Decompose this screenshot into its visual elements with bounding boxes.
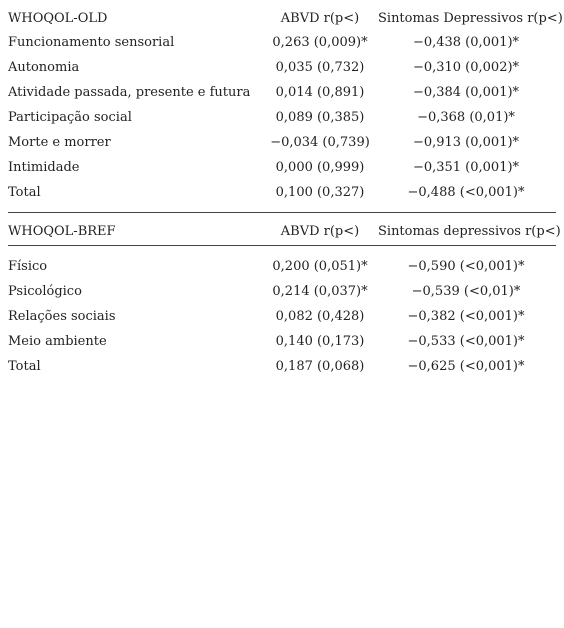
row-sintomas: −0,590 (<0,001)* [407,259,525,274]
row-abvd: 0,214 (0,037)* [272,284,368,299]
old-header-sintomas: Sintomas Depressivos r(p<) [378,10,563,26]
header-divider [8,245,556,246]
row-label: Autonomia [8,60,80,75]
table-row [8,30,556,55]
row-sintomas: −0,913 (0,001)* [412,135,520,150]
row-abvd: 0,200 (0,051)* [272,259,368,274]
row-sintomas: −0,368 (0,01)* [417,110,515,125]
row-abvd: 0,014 (0,891) [275,85,365,100]
correlation-table [8,6,563,379]
row-abvd: 0,082 (0,428) [275,309,365,324]
row-abvd: 0,187 (0,068) [275,359,365,374]
row-sintomas: −0,539 (<0,01)* [411,284,521,299]
row-label: Morte e morrer [8,135,111,150]
row-label: Funcionamento sensorial [8,35,175,50]
row-sintomas: −0,384 (0,001)* [412,85,520,100]
row-label: Meio ambiente [8,334,107,349]
table-row [8,130,556,155]
table-row-total [8,354,556,379]
bref-header-row [8,217,561,245]
bref-header-abvd: ABVD r(p<) [280,223,360,239]
table-row [8,80,556,105]
row-label: Psicológico [8,284,82,299]
table-row [8,155,556,180]
table-row [8,329,556,354]
row-label: Físico [8,259,48,274]
table-row-total [8,180,556,205]
bref-header-sintomas: Sintomas depressivos r(p<) [378,223,561,239]
row-label: Total [8,185,41,200]
row-sintomas: −0,310 (0,002)* [412,60,520,75]
row-label: Intimidade [8,160,80,175]
old-header-row [8,6,563,30]
row-sintomas: −0,625 (<0,001)* [407,359,525,374]
old-header-label: WHOQOL-OLD [8,10,108,26]
row-abvd: 0,089 (0,385) [275,110,365,125]
row-abvd: 0,035 (0,732) [275,60,365,75]
row-sintomas: −0,533 (<0,001)* [407,334,525,349]
table-row [8,304,556,329]
row-abvd: 0,000 (0,999) [275,160,365,175]
bref-header-label: WHOQOL-BREF [8,223,116,239]
row-sintomas: −0,438 (0,001)* [412,35,520,50]
row-abvd: −0,034 (0,739) [270,135,370,150]
row-label: Relações sociais [8,309,116,324]
table-row [8,55,556,80]
row-label: Total [8,359,41,374]
row-sintomas: −0,351 (0,001)* [412,160,520,175]
row-abvd: 0,263 (0,009)* [272,35,368,50]
table-row [8,279,556,304]
row-label: Participação social [8,110,132,125]
row-sintomas: −0,488 (<0,001)* [407,185,525,200]
old-header-abvd: ABVD r(p<) [280,10,360,26]
row-sintomas: −0,382 (<0,001)* [407,309,525,324]
section-divider [8,212,556,213]
row-abvd: 0,100 (0,327) [275,185,365,200]
table-row [8,105,556,130]
table-row [8,254,556,279]
row-label: Atividade passada, presente e futura [8,85,251,100]
row-abvd: 0,140 (0,173) [275,334,365,349]
